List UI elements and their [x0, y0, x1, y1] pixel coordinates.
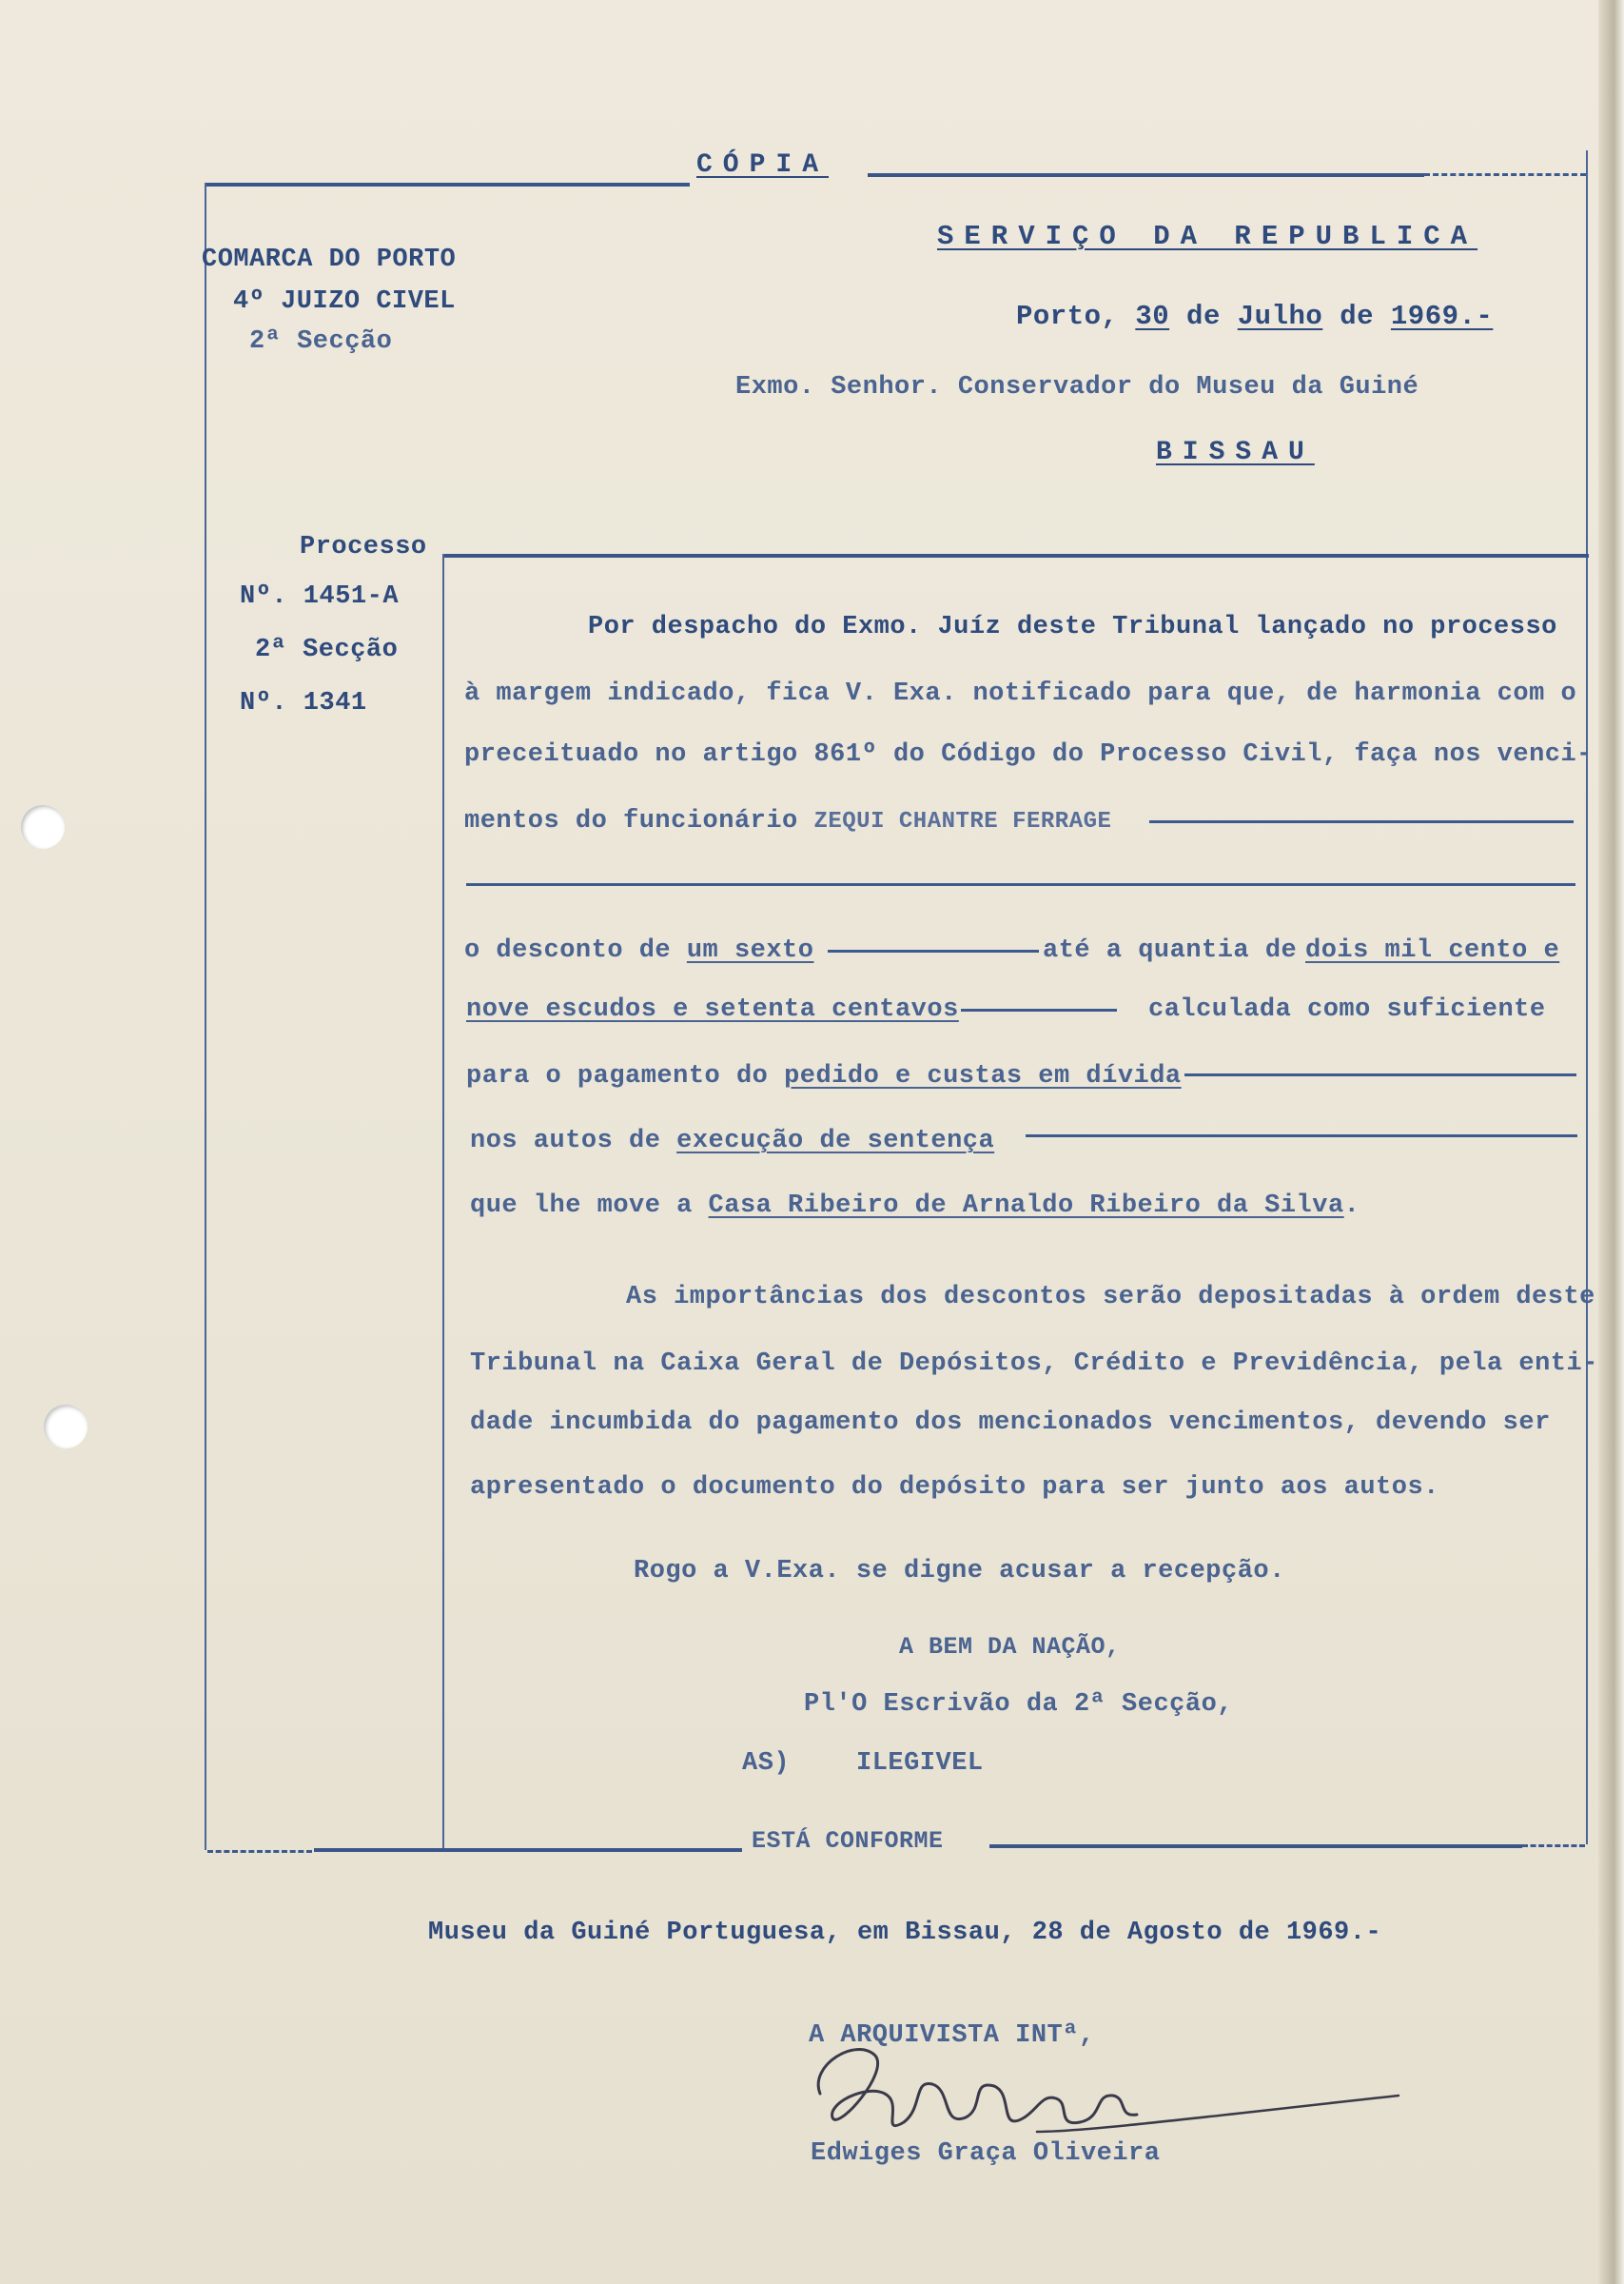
para2-line-3: dade incumbida do pagamento dos mencionados vencimentos, devendo ser [470, 1408, 1551, 1437]
line7-prefix: para o pagamento do [466, 1062, 769, 1091]
punch-hole-top [21, 805, 65, 849]
signer-name: Edwiges Graça Oliveira [811, 2139, 1161, 2168]
date-prefix: Porto, [1016, 301, 1119, 332]
line6-suffix: calculada como suficiente [1148, 995, 1546, 1024]
line5-prefix: o desconto de [464, 936, 672, 965]
purpose-fill-rule [1184, 1073, 1576, 1076]
plaintiff-value: Casa Ribeiro de Arnaldo Ribeiro da Silva [708, 1191, 1344, 1220]
case-type-value: execução de sentença [676, 1127, 995, 1155]
inner-box-top-rule [442, 554, 1589, 558]
handwritten-signature [799, 2027, 1408, 2151]
body-line-7 [466, 1062, 1182, 1091]
city-bissau: BISSAU [1156, 438, 1315, 467]
fraction-fill-rule [828, 950, 1039, 953]
employee-fill-rule [1149, 820, 1574, 823]
amount-part-a: dois mil cento e [1305, 936, 1560, 965]
processo-number-2: Nº. 1341 [240, 689, 367, 718]
as-label: AS) [742, 1749, 791, 1778]
amount-fill-rule [961, 1009, 1117, 1012]
addressee-line: Exmo. Senhor. Conservador do Museu da Guiné [735, 373, 1419, 402]
body-line-4-prefix: mentos do funcionário [464, 807, 798, 836]
body-line-1: Por despacho do Exmo. Juíz deste Tribunal lançado no processo [588, 613, 1557, 641]
paper-edge [1598, 0, 1624, 2284]
frame-bottom-rule-left [314, 1848, 742, 1852]
frame-top-rule-left [205, 183, 690, 187]
processo-number-1: Nº. 1451-A [240, 582, 400, 611]
copia-heading: CÓPIA [696, 150, 830, 180]
para2-line-1: As importâncias dos descontos serão depositadas à ordem deste [626, 1283, 1595, 1311]
frame-left-border [205, 183, 206, 1850]
juizo-label: 4º JUIZO CIVEL [233, 287, 456, 316]
body-line-9 [470, 1191, 1360, 1220]
para2-line-2: Tribunal na Caixa Geral de Depósitos, Crédito e Previdência, pela enti- [470, 1349, 1598, 1378]
rogo-line: Rogo a V.Exa. se digne acusar a recepção. [634, 1557, 1285, 1585]
arquivista-label: A ARQUIVISTA INTª, [809, 2021, 1095, 2050]
date-day: 30 [1135, 301, 1170, 332]
body-line-4 [464, 807, 1111, 836]
purpose-value: pedido e custas em dívida [784, 1062, 1182, 1091]
body-line-5 [464, 936, 813, 965]
date-month: Julho [1237, 301, 1323, 332]
date-year: 1969.- [1390, 301, 1494, 332]
museum-attestation-line: Museu da Guiné Portuguesa, em Bissau, 28 de Agosto de 1969.- [428, 1919, 1382, 1947]
body-line-8 [470, 1127, 994, 1155]
para2-line-4: apresentado o documento do depósito para ser junto aos autos. [470, 1473, 1439, 1502]
seccao-label: 2ª Secção [249, 327, 393, 356]
frame-top-rule-dashed [1424, 173, 1586, 176]
frame-bottom-dashed-left [207, 1850, 312, 1853]
ilegivel-label: ILEGIVEL [856, 1749, 984, 1778]
punch-hole-bottom [44, 1405, 88, 1448]
line9-prefix: que lhe move a [470, 1191, 693, 1220]
employee-continuation-rule [466, 883, 1575, 886]
line5-mid: até a quantia de [1043, 936, 1298, 965]
line9-end: . [1343, 1191, 1360, 1220]
body-line-3: preceituado no artigo 861º do Código do Processo Civil, faça nos venci- [464, 740, 1593, 769]
date-de2: de [1340, 301, 1374, 332]
frame-top-rule-right [868, 173, 1424, 177]
fraction-value: um sexto [686, 936, 814, 965]
amount-part-b: nove escudos e setenta centavos [466, 995, 959, 1024]
frame-bottom-dashed-right [1522, 1844, 1585, 1847]
inner-box-left-border [442, 554, 444, 1848]
comarca-label: COMARCA DO PORTO [202, 246, 457, 274]
date-line [1016, 301, 1493, 332]
escrivao-line: Pl'O Escrivão da 2ª Secção, [804, 1690, 1233, 1719]
case-type-fill-rule [1026, 1134, 1577, 1137]
frame-right-border [1586, 150, 1588, 1844]
bem-da-nacao: A BEM DA NAÇÃO, [899, 1633, 1121, 1661]
processo-seccao: 2ª Secção [255, 636, 399, 664]
line8-prefix: nos autos de [470, 1127, 661, 1155]
esta-conforme-label: ESTÁ CONFORME [752, 1827, 944, 1855]
servico-republica-heading: SERVIÇO DA REPUBLICA [937, 221, 1478, 252]
date-de1: de [1186, 301, 1221, 332]
frame-bottom-rule-right [989, 1844, 1522, 1848]
body-line-2: à margem indicado, fica V. Exa. notificado para que, de harmonia com o [464, 679, 1577, 708]
employee-name: ZEQUI CHANTRE FERRAGE [813, 809, 1112, 835]
processo-label: Processo [300, 533, 427, 561]
